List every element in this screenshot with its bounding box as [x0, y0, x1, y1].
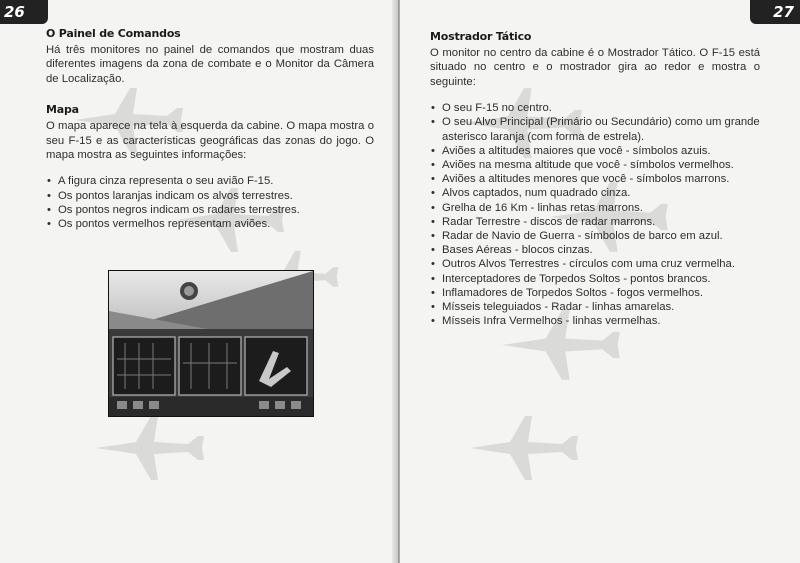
- section-title-mostrador: Mostrador Tático: [430, 30, 532, 43]
- list-item: • Os pontos laranjas indicam os alvos terrestres.: [46, 189, 374, 203]
- list-item: • Inflamadores de Torpedos Soltos - fogos vermelhos.: [430, 286, 760, 300]
- list-item: • Mísseis Infra Vermelhos - linhas vermelhas.: [430, 314, 760, 328]
- list-item: • Grelha de 16 Km - linhas retas marrons.: [430, 201, 760, 215]
- list-item: • Alvos captados, num quadrado cinza.: [430, 186, 760, 200]
- right-page: [400, 0, 800, 563]
- list-item: • Radar Terrestre - discos de radar marrons.: [430, 215, 760, 229]
- list-item: • O seu Alvo Principal (Primário ou Secundário) como um grande asterisco laranja (com forma de estrela).: [430, 115, 760, 143]
- list-item: • O seu F-15 no centro.: [430, 101, 760, 115]
- mapa-bullet-list: [46, 174, 374, 231]
- left-page-content: [46, 27, 374, 231]
- page-number-tab-right: 27: [750, 0, 800, 24]
- list-item: • Aviões a altitudes maiores que você - símbolos azuis.: [430, 144, 760, 158]
- list-item: • Radar de Navio de Guerra - símbolos de barco em azul.: [430, 229, 760, 243]
- list-item: • Interceptadores de Torpedos Soltos - pontos brancos.: [430, 272, 760, 286]
- list-item: • A figura cinza representa o seu avião F-15.: [46, 174, 374, 188]
- section-text-mapa: O mapa aparece na tela à esquerda da cabine. O mapa mostra o seu F-15 e as características geográficas das zonas do jogo. O mapa mostra as seguintes informações:: [46, 120, 374, 162]
- list-item: • Outros Alvos Terrestres - círculos com uma cruz vermelha.: [430, 257, 760, 271]
- list-item: • Os pontos vermelhos representam aviões.: [46, 217, 374, 231]
- right-page-content: [430, 30, 760, 328]
- list-item: • Mísseis teleguiados - Radar - linhas amarelas.: [430, 300, 760, 314]
- list-item: • Os pontos negros indicam os radares terrestres.: [46, 203, 374, 217]
- list-item: • Bases Aéreas - blocos cinzas.: [430, 243, 760, 257]
- left-page: [0, 0, 399, 563]
- section-text-painel: Há três monitores no painel de comandos que mostram duas diferentes imagens da zona de combate e o Monitor da Câmera de Localização.: [46, 44, 374, 85]
- list-item: • Aviões a altitudes menores que você - símbolos marrons.: [430, 172, 760, 186]
- cockpit-screenshot: [108, 270, 314, 417]
- jet-watermark-icon: [470, 408, 580, 488]
- section-title-painel: O Painel de Comandos: [46, 27, 181, 40]
- list-item: • Aviões na mesma altitude que você - símbolos vermelhos.: [430, 158, 760, 172]
- section-title-mapa: Mapa: [46, 103, 79, 117]
- mostrador-bullet-list: [430, 101, 760, 328]
- page-number-tab-left: 26: [0, 0, 48, 24]
- jet-watermark-icon: [96, 408, 206, 488]
- section-text-mostrador: O monitor no centro da cabine é o Mostrador Tático. O F-15 está situado no centro e o mostrador gira ao redor e mostra o seguinte:: [430, 47, 760, 88]
- cockpit-illustration: [109, 271, 313, 416]
